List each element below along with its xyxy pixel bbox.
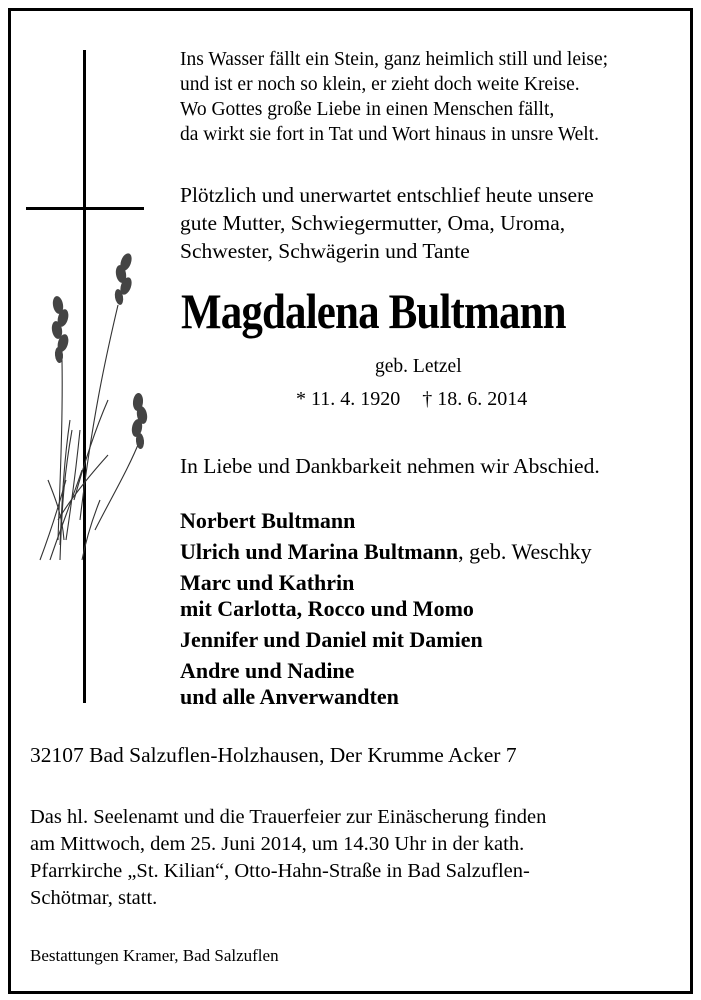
mourner-line: und alle Anverwandten	[180, 684, 399, 709]
intro-line: Schwester, Schwägerin und Tante	[180, 239, 470, 263]
mourner-line: Jennifer und Daniel mit Damien	[180, 627, 483, 652]
mourner-line: Andre und Nadine	[180, 658, 355, 683]
farewell-line: In Liebe und Dankbarkeit nehmen wir Abschied.	[180, 454, 600, 478]
mourner-maiden-name: , geb. Weschky	[458, 539, 592, 564]
death-date: † 18. 6. 2014	[422, 388, 528, 410]
intro-text	[180, 185, 594, 269]
poem	[180, 50, 608, 150]
birth-date: * 11. 4. 1920	[296, 388, 401, 410]
mourner-names: Ulrich und Marina Bultmann	[180, 539, 459, 564]
mourner-line	[180, 541, 592, 572]
service-line: Pfarrkirche „St. Kilian“, Otto-Hahn-Straße in Bad Salzuflen-	[30, 860, 530, 882]
mourner-line: Marc und Kathrin	[180, 570, 355, 595]
intro-line: Plötzlich und unerwartet entschlief heute unsere	[180, 183, 594, 207]
birth-name: geb. Letzel	[375, 356, 462, 377]
service-line: Das hl. Seelenamt und die Trauerfeier zur Einäscherung finden	[30, 806, 547, 828]
family-address: 32107 Bad Salzuflen-Holzhausen, Der Krumme Acker 7	[30, 743, 517, 767]
intro-line: gute Mutter, Schwiegermutter, Oma, Uroma,	[180, 211, 566, 235]
mourner-line: mit Carlotta, Rocco und Momo	[180, 596, 474, 621]
mourner-line: Norbert Bultmann	[180, 508, 356, 533]
poem-line: da wirkt sie fort in Tat und Wort hinaus in unsre Welt.	[180, 124, 600, 145]
mourners-list	[180, 510, 592, 717]
deceased-name: Magdalena Bultmann	[181, 283, 566, 339]
poem-line: Ins Wasser fällt ein Stein, ganz heimlich still und leise;	[180, 49, 609, 70]
life-dates	[296, 389, 527, 409]
undertaker: Bestattungen Kramer, Bad Salzuflen	[30, 946, 279, 965]
service-line: Schötmar, statt.	[30, 887, 158, 909]
poem-line: und ist er noch so klein, er zieht doch weite Kreise.	[180, 74, 580, 95]
service-line: am Mittwoch, dem 25. Juni 2014, um 14.30 Uhr in der kath.	[30, 833, 525, 855]
poem-line: Wo Gottes große Liebe in einen Menschen fällt,	[180, 99, 555, 120]
service-details	[30, 807, 546, 915]
